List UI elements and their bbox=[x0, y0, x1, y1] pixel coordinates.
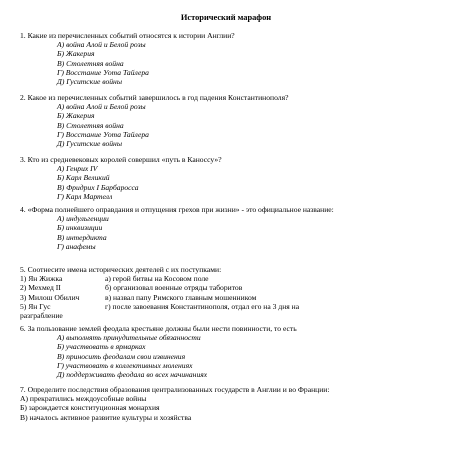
answer-option: Б) зарождается конституционная монархия bbox=[20, 403, 160, 413]
answer-option: А) Генрих IV bbox=[57, 164, 98, 174]
answer-options bbox=[57, 214, 440, 251]
person-deed: в) назвал папу Римского главным мошенником bbox=[105, 292, 257, 302]
person-deed: а) герой битвы на Косовом поле bbox=[105, 274, 209, 284]
answer-option: Б) Жакерия bbox=[57, 49, 95, 59]
question-3 bbox=[20, 155, 440, 201]
person-name: 1) Ян Жижка bbox=[20, 274, 63, 284]
answer-option: В) Фридрих I Барбаросса bbox=[57, 182, 139, 192]
question-stem: 4. «Форма полнейшего оправдания и отпущения грехов при жизни» - это официальное название: bbox=[20, 205, 334, 214]
answer-option: А) война Алой и Белой розы bbox=[57, 40, 146, 50]
question-2 bbox=[20, 93, 440, 148]
answer-option: Д) поддерживать феодала во всех начинаниях bbox=[57, 370, 208, 380]
answer-option: Г) анафемы bbox=[57, 241, 96, 251]
question-stem: 7. Определите последствия образования централизованных государств в Англии и во Франции: bbox=[20, 385, 330, 394]
match-row bbox=[20, 283, 440, 292]
answer-option: Г) участвовать в коллективных молениях bbox=[57, 360, 193, 370]
question-1 bbox=[20, 31, 440, 86]
person-name: 3) Милош Обилич bbox=[20, 292, 80, 302]
match-row-continuation: разграбление bbox=[20, 311, 63, 321]
answer-option: Г) Карл Мартелл bbox=[57, 191, 113, 201]
answer-option: Г) Восстание Уота Тайлера bbox=[57, 129, 149, 139]
answer-option: Д) Гуситские войны bbox=[57, 77, 122, 87]
person-deed: г) после завоевания Константинополя, отдал его на 3 дня на bbox=[105, 301, 300, 311]
match-row bbox=[20, 302, 440, 311]
answer-option: В) началось активное развитие культуры и хозяйства bbox=[20, 412, 192, 422]
answer-options bbox=[57, 333, 440, 379]
answer-option: В) Столетняя война bbox=[57, 58, 124, 68]
question-5 bbox=[20, 265, 440, 320]
answer-option: Б) Карл Великий bbox=[57, 173, 110, 183]
person-name: 2) Мехмед II bbox=[20, 283, 61, 293]
document-title: Исторический марафон bbox=[180, 13, 272, 22]
answer-options bbox=[57, 102, 440, 148]
answer-option: А) война Алой и Белой розы bbox=[57, 102, 146, 112]
match-row bbox=[20, 293, 440, 302]
answer-option: А) выполнять принудительные обязанности bbox=[57, 333, 201, 343]
question-stem: 6. За пользование землей феодала крестьяне должны были нести повинности, то есть bbox=[20, 324, 297, 333]
answer-option: Д) Гуситские войны bbox=[57, 139, 122, 149]
answer-option: Б) инквизиции bbox=[57, 223, 103, 233]
answer-option: В) приносить феодалам свои извинения bbox=[57, 351, 186, 361]
answer-option: Б) Жакерия bbox=[57, 111, 95, 121]
question-7 bbox=[20, 385, 440, 422]
answer-option: А) прекратились междоусобные войны bbox=[20, 394, 147, 404]
answer-options bbox=[20, 394, 440, 422]
answer-option: Г) Восстание Уота Тайлера bbox=[57, 67, 149, 77]
question-4 bbox=[20, 205, 440, 251]
question-stem: 2. Какое из перечисленных событий завершилось в год падения Константинополя? bbox=[20, 93, 289, 102]
answer-options bbox=[57, 164, 440, 201]
person-name: 5) Ян Гус bbox=[20, 301, 51, 311]
answer-option: В) интердикта bbox=[57, 232, 107, 242]
match-row bbox=[20, 274, 440, 283]
person-deed: б) организовал военные отряды таборитов bbox=[105, 283, 243, 293]
answer-option: А) индульгенции bbox=[57, 214, 109, 224]
question-stem: 1. Какие из перечисленных событий относятся к истории Англии? bbox=[20, 31, 235, 40]
answer-option: Б) участвовать в ярмарках bbox=[57, 342, 146, 352]
answer-option: В) Столетняя война bbox=[57, 120, 124, 130]
question-stem: 3. Кто из средневековых королей совершил «путь в Каноссу»? bbox=[20, 155, 222, 164]
question-6 bbox=[20, 324, 440, 379]
answer-options bbox=[57, 40, 440, 86]
question-stem: 5. Соотнесите имена исторических деятелей с их поступками: bbox=[20, 265, 222, 274]
